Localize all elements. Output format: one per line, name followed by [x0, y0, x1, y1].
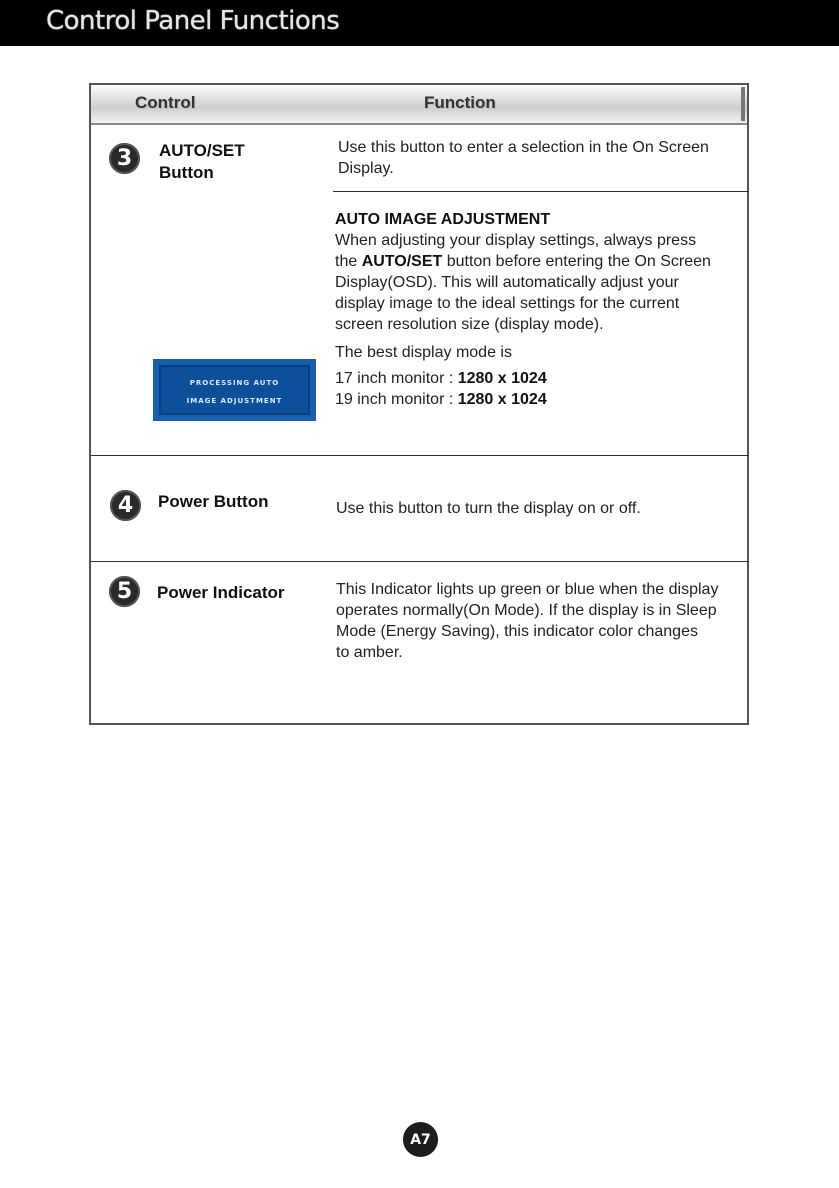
sub-divider	[333, 191, 749, 192]
adjust-text-suffix: button before entering the On Screen	[442, 253, 711, 270]
header-bar	[0, 0, 839, 46]
indicator-desc-line4: to amber.	[336, 644, 403, 661]
mode-19-value: 1280 x 1024	[457, 391, 547, 408]
auto-image-adjustment-section	[335, 209, 711, 335]
function-column-header: Function	[424, 93, 496, 112]
adjust-text-line4: display image to the ideal settings for the current	[335, 295, 680, 312]
number-4-icon: 4	[110, 490, 141, 521]
power-button-description: Use this button to turn the display on or off.	[336, 500, 641, 517]
page-title: Control Panel Functions	[46, 6, 340, 36]
mode-19-inch	[335, 389, 547, 410]
adjust-text-line3: Display(OSD). This will automatically adjust your	[335, 274, 679, 291]
row-divider-1	[91, 455, 749, 456]
osd-line2: IMAGE ADJUSTMENT	[186, 397, 283, 405]
best-display-mode: The best display mode is	[335, 344, 512, 361]
autoset-label-line1: AUTO/SET	[159, 141, 245, 160]
mode-19-label: 19 inch monitor :	[335, 391, 458, 408]
control-column-header: Control	[135, 93, 196, 112]
adjust-text-line5: screen resolution size (display mode).	[335, 316, 604, 333]
power-button-label: Power Button	[158, 492, 269, 511]
autoset-label-line2: Button	[159, 163, 214, 182]
row-divider-2	[91, 561, 749, 562]
display-mode-list	[335, 368, 547, 410]
power-indicator-description	[336, 579, 718, 663]
mode-17-inch	[335, 368, 547, 389]
header-edge	[741, 87, 745, 121]
adjust-text-line1: When adjusting your display settings, always press	[335, 232, 697, 249]
autoset-desc-line2: Display.	[338, 160, 394, 177]
adjust-text-prefix: the	[335, 253, 362, 270]
osd-processing-image	[153, 359, 316, 421]
indicator-desc-line3: Mode (Energy Saving), this indicator color changes	[336, 623, 698, 640]
mode-17-value: 1280 x 1024	[457, 370, 547, 387]
indicator-desc-line2: operates normally(On Mode). If the display is in Sleep	[336, 602, 717, 619]
number-5-icon: 5	[109, 576, 140, 607]
autoset-button-label	[159, 140, 245, 184]
page-number-badge: A7	[403, 1122, 438, 1157]
auto-image-adjustment-heading: AUTO IMAGE ADJUSTMENT	[335, 211, 551, 228]
indicator-desc-line1: This Indicator lights up green or blue when the display	[336, 581, 719, 598]
adjust-text-bold: AUTO/SET	[361, 253, 443, 270]
table-header	[91, 85, 747, 125]
number-3-icon: 3	[109, 143, 140, 174]
adjust-text-line2	[335, 251, 711, 272]
autoset-description	[338, 137, 709, 179]
power-indicator-label: Power Indicator	[157, 583, 285, 602]
mode-17-label: 17 inch monitor :	[335, 370, 458, 387]
autoset-desc-line1: Use this button to enter a selection in the On Screen	[338, 139, 709, 156]
osd-line1: PROCESSING AUTO	[189, 379, 280, 387]
